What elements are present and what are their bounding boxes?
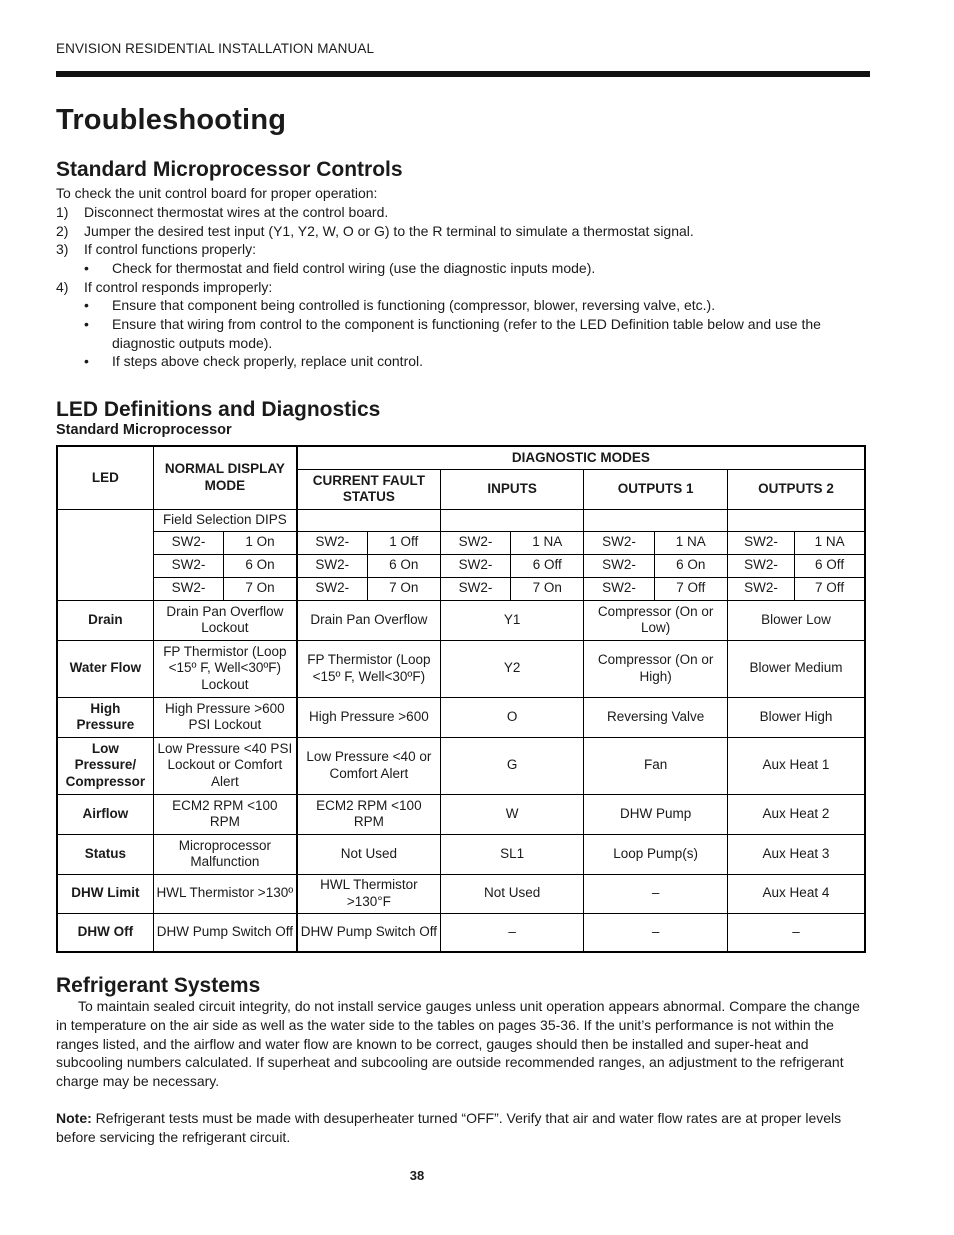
dip-row bbox=[57, 531, 865, 554]
normal-mode-cell: Low Pressure <40 PSI Lockout or Comfort Alert bbox=[153, 737, 297, 794]
sw-label: SW2- bbox=[727, 577, 794, 600]
section-heading: LED Definitions and Diagnostics bbox=[56, 398, 381, 421]
inputs-cell: W bbox=[440, 794, 584, 834]
dip-row bbox=[57, 577, 865, 600]
table-row bbox=[57, 640, 865, 697]
intro-text: To check the unit control board for proper operation: bbox=[56, 185, 378, 202]
sw-value: 6 On bbox=[367, 554, 440, 577]
step-2 bbox=[56, 222, 870, 241]
bullet-item bbox=[56, 296, 870, 315]
step-text: Disconnect thermostat wires at the control board. bbox=[84, 203, 389, 220]
table-row bbox=[57, 913, 865, 952]
step-number: 4) bbox=[56, 278, 69, 295]
sw-value: 6 On bbox=[654, 554, 727, 577]
sw-label: SW2- bbox=[440, 577, 510, 600]
led-name: DHW Off bbox=[57, 913, 153, 952]
bullet-icon: • bbox=[84, 297, 89, 314]
table-row bbox=[57, 737, 865, 794]
sw-label: SW2- bbox=[584, 531, 654, 554]
header-current-fault-status: CURRENT FAULT STATUS bbox=[297, 469, 441, 509]
header-led: LED bbox=[57, 446, 153, 509]
sw-label: SW2- bbox=[584, 577, 654, 600]
normal-mode-cell: HWL Thermistor >130º bbox=[153, 874, 297, 913]
inputs-cell: Y1 bbox=[440, 600, 584, 640]
sw-value: 7 On bbox=[511, 577, 584, 600]
led-section bbox=[56, 398, 380, 438]
running-header: ENVISION RESIDENTIAL INSTALLATION MANUAL bbox=[56, 41, 375, 56]
page-title: Troubleshooting bbox=[56, 104, 287, 136]
note-text: Refrigerant tests must be made with desuperheater turned “OFF”. Verify that air and water flow rates are at proper levels before servicing the refrigerant circuit. bbox=[56, 1110, 842, 1145]
sw-label: SW2- bbox=[297, 554, 367, 577]
note-label: Note: bbox=[56, 1110, 92, 1127]
dip-row bbox=[57, 554, 865, 577]
section-heading: Refrigerant Systems bbox=[56, 974, 261, 997]
outputs-1-cell: Reversing Valve bbox=[584, 697, 728, 737]
sw-value: 6 Off bbox=[511, 554, 584, 577]
bullet-text: Ensure that component being controlled is functioning (compressor, blower, reversing valve, etc.). bbox=[112, 297, 716, 314]
bullet-icon: • bbox=[84, 316, 89, 333]
table-cell bbox=[440, 509, 584, 531]
table-cell bbox=[584, 509, 728, 531]
sw-value: 1 On bbox=[224, 531, 297, 554]
inputs-cell: O bbox=[440, 697, 584, 737]
normal-mode-cell: Microprocessor Malfunction bbox=[153, 834, 297, 874]
sw-value: 7 Off bbox=[795, 577, 865, 600]
table-cell bbox=[727, 509, 865, 531]
sw-label: SW2- bbox=[584, 554, 654, 577]
current-fault-cell: HWL Thermistor >130°F bbox=[297, 874, 441, 913]
standard-controls-section bbox=[56, 158, 870, 371]
current-fault-cell: DHW Pump Switch Off bbox=[297, 913, 441, 952]
current-fault-cell: ECM2 RPM <100 RPM bbox=[297, 794, 441, 834]
outputs-1-cell: Loop Pump(s) bbox=[584, 834, 728, 874]
table-cell bbox=[297, 509, 441, 531]
outputs-2-cell: Blower Medium bbox=[727, 640, 865, 697]
normal-mode-cell: ECM2 RPM <100 RPM bbox=[153, 794, 297, 834]
inputs-cell: – bbox=[440, 913, 584, 952]
outputs-1-cell: Compressor (On or Low) bbox=[584, 600, 728, 640]
step-text: If control responds improperly: bbox=[84, 278, 273, 295]
sw-label: SW2- bbox=[153, 554, 223, 577]
sw-label: SW2- bbox=[727, 531, 794, 554]
table-row bbox=[57, 794, 865, 834]
field-selection-dips: Field Selection DIPS bbox=[153, 509, 297, 531]
current-fault-cell: Low Pressure <40 or Comfort Alert bbox=[297, 737, 441, 794]
normal-mode-cell: FP Thermistor (Loop <15º F, Well<30ºF) Lockout bbox=[153, 640, 297, 697]
normal-mode-cell: High Pressure >600 PSI Lockout bbox=[153, 697, 297, 737]
inputs-cell: SL1 bbox=[440, 834, 584, 874]
led-name: Status bbox=[57, 834, 153, 874]
led-name: Drain bbox=[57, 600, 153, 640]
table-row bbox=[57, 834, 865, 874]
sw-label: SW2- bbox=[727, 554, 794, 577]
sw-value: 7 On bbox=[367, 577, 440, 600]
sw-value: 7 On bbox=[224, 577, 297, 600]
outputs-1-cell: DHW Pump bbox=[584, 794, 728, 834]
normal-mode-cell: DHW Pump Switch Off bbox=[153, 913, 297, 952]
outputs-2-cell: Blower Low bbox=[727, 600, 865, 640]
led-definitions-table bbox=[56, 445, 866, 953]
table-cell bbox=[57, 509, 153, 600]
step-1 bbox=[56, 203, 870, 222]
step-3 bbox=[56, 240, 870, 259]
led-name: High Pressure bbox=[57, 697, 153, 737]
bullet-text: Ensure that wiring from control to the component is functioning (refer to the LED Definition table below and use the diagnostic outputs mode). bbox=[112, 316, 821, 351]
bullet-item bbox=[56, 315, 870, 352]
sw-value: 1 NA bbox=[654, 531, 727, 554]
header-inputs: INPUTS bbox=[440, 469, 584, 509]
sw-label: SW2- bbox=[297, 531, 367, 554]
current-fault-cell: FP Thermistor (Loop <15º F, Well<30ºF) bbox=[297, 640, 441, 697]
current-fault-cell: Not Used bbox=[297, 834, 441, 874]
header-outputs-1: OUTPUTS 1 bbox=[584, 469, 728, 509]
sw-label: SW2- bbox=[440, 554, 510, 577]
sw-label: SW2- bbox=[153, 531, 223, 554]
current-fault-cell: Drain Pan Overflow bbox=[297, 600, 441, 640]
bullet-text: If steps above check properly, replace unit control. bbox=[112, 353, 424, 370]
sw-label: SW2- bbox=[153, 577, 223, 600]
header-normal-display-mode: NORMAL DISPLAY MODE bbox=[153, 446, 297, 509]
table-caption: Standard Microprocessor bbox=[56, 422, 232, 439]
outputs-2-cell: Aux Heat 3 bbox=[727, 834, 865, 874]
outputs-2-cell: Aux Heat 4 bbox=[727, 874, 865, 913]
step-text: Jumper the desired test input (Y1, Y2, W, O or G) to the R terminal to simulate a thermostat signal. bbox=[84, 222, 694, 239]
led-name: Airflow bbox=[57, 794, 153, 834]
refrigerant-section bbox=[56, 974, 870, 1147]
sw-value: 7 Off bbox=[654, 577, 727, 600]
outputs-1-cell: – bbox=[584, 874, 728, 913]
led-name: Low Pressure/ Compressor bbox=[57, 737, 153, 794]
inputs-cell: Not Used bbox=[440, 874, 584, 913]
bullet-icon: • bbox=[84, 353, 89, 370]
sw-value: 6 Off bbox=[795, 554, 865, 577]
bullet-text: Check for thermostat and field control wiring (use the diagnostic inputs mode). bbox=[112, 259, 596, 276]
note-paragraph bbox=[56, 1109, 870, 1146]
outputs-1-cell: – bbox=[584, 913, 728, 952]
bullet-icon: • bbox=[84, 259, 89, 276]
outputs-2-cell: – bbox=[727, 913, 865, 952]
step-number: 2) bbox=[56, 222, 69, 239]
sw-value: 1 NA bbox=[795, 531, 865, 554]
current-fault-cell: High Pressure >600 bbox=[297, 697, 441, 737]
outputs-2-cell: Aux Heat 2 bbox=[727, 794, 865, 834]
sw-label: SW2- bbox=[440, 531, 510, 554]
inputs-cell: G bbox=[440, 737, 584, 794]
normal-mode-cell: Drain Pan Overflow Lockout bbox=[153, 600, 297, 640]
step-number: 1) bbox=[56, 203, 69, 220]
refrigerant-paragraph: To maintain sealed circuit integrity, do not install service gauges unless unit operation appears abnormal. Compare the change in temperature on the air side as well as the water side to the tables on pages 35-36. If the unit’s performance is not within the ranges listed, and the airflow and water flow are known to be correct, gauges should then be installed and super-heat and subcooling numbers calculated. If superheat and subcooling are outside recommended ranges, an adjustment to the refrigerant charge may be necessary. bbox=[56, 998, 860, 1089]
outputs-2-cell: Blower High bbox=[727, 697, 865, 737]
sw-value: 1 Off bbox=[367, 531, 440, 554]
led-name: Water Flow bbox=[57, 640, 153, 697]
sw-value: 6 On bbox=[224, 554, 297, 577]
outputs-1-cell: Fan bbox=[584, 737, 728, 794]
table-row bbox=[57, 874, 865, 913]
outputs-1-cell: Compressor (On or High) bbox=[584, 640, 728, 697]
header-diagnostic-modes: DIAGNOSTIC MODES bbox=[297, 446, 865, 469]
sw-value: 1 NA bbox=[511, 531, 584, 554]
bullet-item bbox=[56, 352, 870, 371]
table-row bbox=[57, 600, 865, 640]
header-rule bbox=[56, 71, 870, 77]
inputs-cell: Y2 bbox=[440, 640, 584, 697]
table-row bbox=[57, 697, 865, 737]
page-number: 38 bbox=[409, 1168, 425, 1183]
step-text: If control functions properly: bbox=[84, 241, 256, 258]
sw-label: SW2- bbox=[297, 577, 367, 600]
bullet-item bbox=[56, 259, 870, 278]
led-name: DHW Limit bbox=[57, 874, 153, 913]
section-heading: Standard Microprocessor Controls bbox=[56, 158, 403, 181]
outputs-2-cell: Aux Heat 1 bbox=[727, 737, 865, 794]
step-number: 3) bbox=[56, 241, 69, 258]
header-outputs-2: OUTPUTS 2 bbox=[727, 469, 865, 509]
step-4 bbox=[56, 278, 870, 297]
